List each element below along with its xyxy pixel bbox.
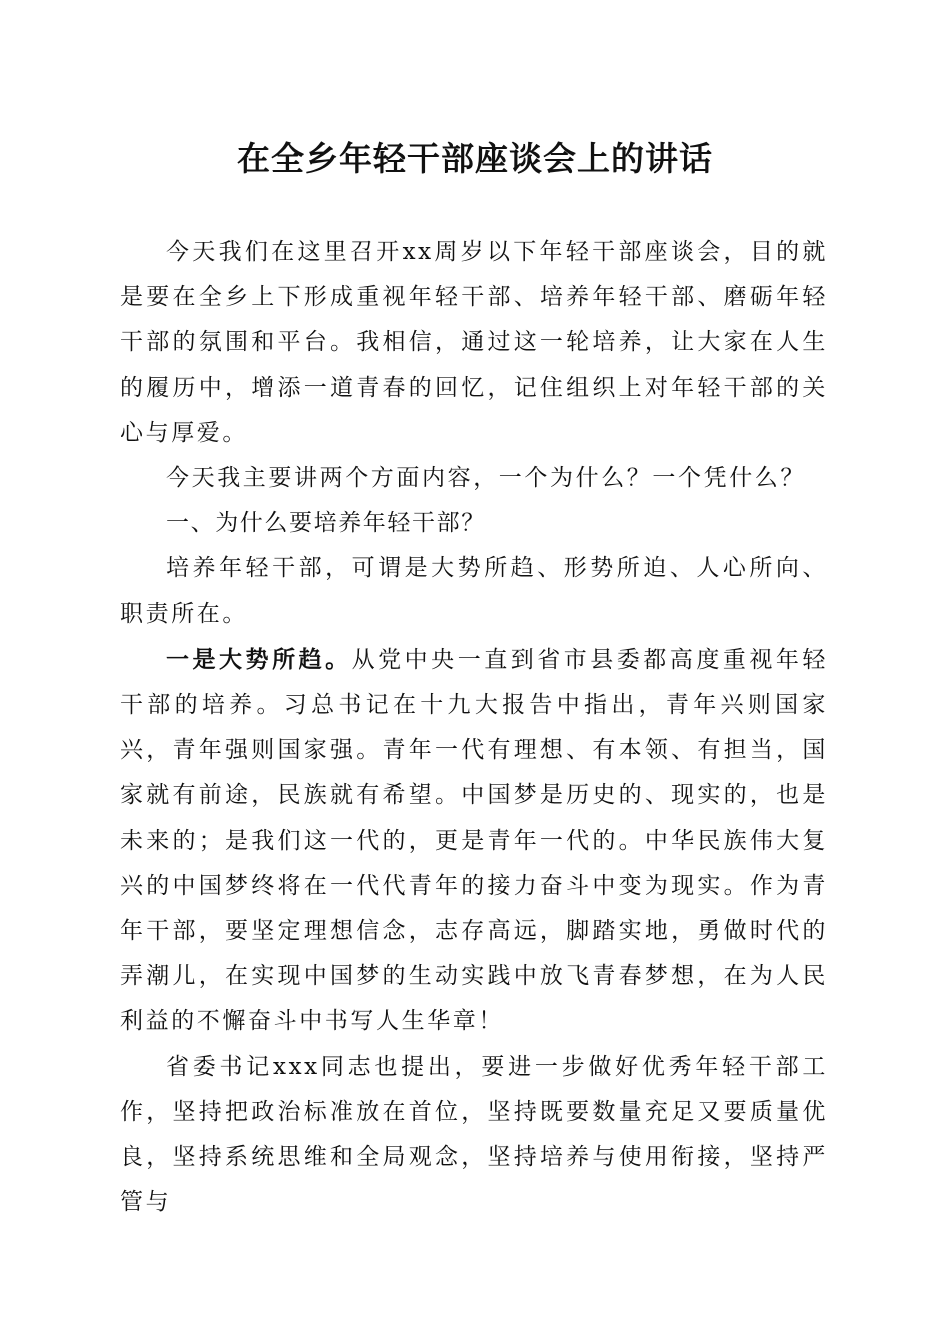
point-one-text: 从党中央一直到省市县委都高度重视年轻干部的培养。习总书记在十九大报告中指出，青年兴则国家兴，青年强则国家强。青年一代有理想、有本领、有担当，国家就有前途，民族就有希望。中国梦是历史的、现实的，也是未来的；是我们这一代的，更是青年一代的。中华民族伟大复兴的中国梦终将在一代代青年的接力奋斗中变为现实。作为青年干部，要坚定理想信念，志存高远，脚踏实地，勇做时代的弄潮儿，在实现中国梦的生动实践中放飞青春梦想，在为人民利益的不懈奋斗中书写人生华章！: [120, 646, 828, 1035]
point-one-lead: 一是大势所趋。: [166, 645, 352, 673]
provincial-paragraph: 省委书记xxx同志也提出，要进一步做好优秀年轻干部工作，坚持把政治标准放在首位，坚持既要数量充足又要质量优良，坚持系统思维和全局观念，坚持培养与使用衔接，坚持严管与: [120, 1053, 828, 1216]
point-one-paragraph: [120, 637, 828, 1045]
document-title: 在全乡年轻干部座谈会上的讲话: [237, 139, 713, 178]
document-body: [120, 230, 828, 1225]
agenda-paragraph: 今天我主要讲两个方面内容，一个为什么？一个凭什么？: [166, 465, 806, 492]
section-intro-paragraph: 培养年轻干部，可谓是大势所趋、形势所迫、人心所向、职责所在。: [120, 555, 828, 627]
section-heading: 一、为什么要培养年轻干部？: [166, 510, 486, 537]
intro-paragraph: 今天我们在这里召开xx周岁以下年轻干部座谈会，目的就是要在全乡上下形成重视年轻干部、培养年轻干部、磨砺年轻干部的氛围和平台。我相信，通过这一轮培养，让大家在人生的履历中，增添一道青春的回忆，记住组织上对年轻干部的关心与厚爱。: [120, 239, 828, 446]
